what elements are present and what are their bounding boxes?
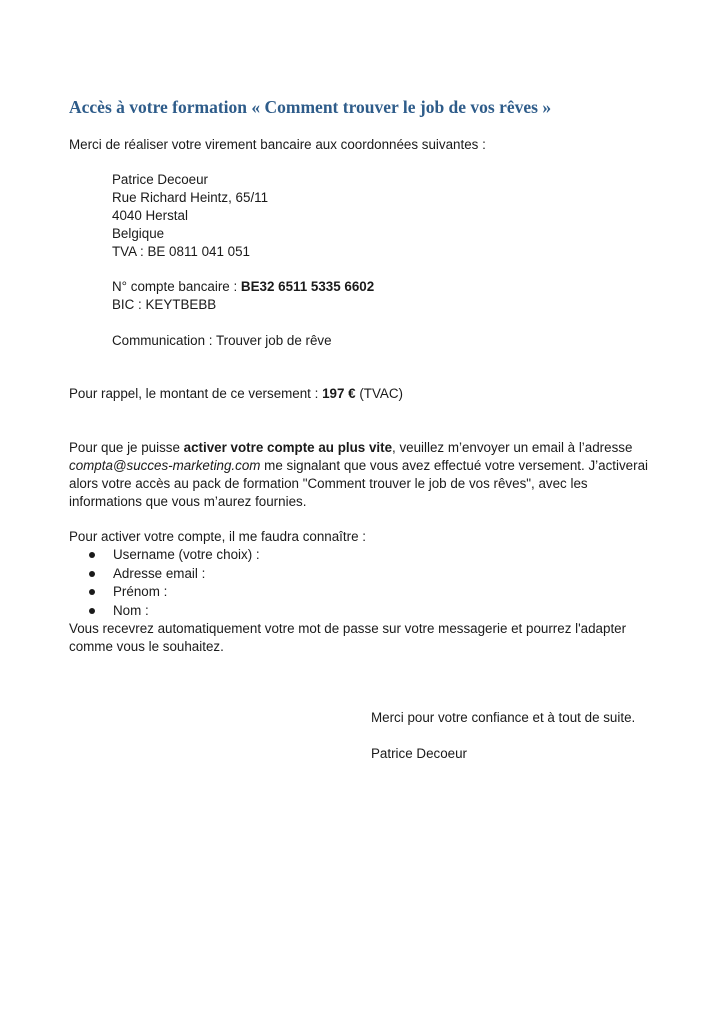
reminder-suffix: (TVAC) [355,386,403,401]
list-item-username: Username (votre choix) : [113,547,260,562]
requirements-intro: Pour activer votre compte, il me faudra connaître : [69,529,366,544]
amount-reminder [69,385,403,403]
communication-text: Communication : Trouver job de rêve [112,333,332,348]
reminder-prefix: Pour rappel, le montant de ce versement : [69,386,323,401]
activation-line-1 [69,439,632,457]
document-title: Accès à votre formation « Comment trouver le job de vos rêves » [69,97,552,117]
requirements-outro-1: Vous recevrez automatiquement votre mot de passe sur votre messagerie et pourrez l'adapter [69,621,627,636]
list-item-email: Adresse email : [113,566,206,581]
activation-line-2 [69,457,648,475]
address-city: 4040 Herstal [112,208,188,223]
address-name: Patrice Decoeur [112,172,209,187]
activation-suffix: , veuillez m’envoyer un email à l’adresse [392,440,633,455]
address-country: Belgique [112,226,165,241]
bank-account-value: BE32 6511 5335 6602 [240,279,375,294]
bullet-icon [89,552,95,558]
list-item-lastname: Nom : [113,603,149,618]
activation-email: compta@succes-marketing.com [69,458,261,473]
bank-bic: BIC : KEYTBEBB [112,297,217,312]
intro-text: Merci de réaliser votre virement bancaire aux coordonnées suivantes : [69,137,486,152]
activation-bold: activer votre compte au plus vite [183,440,393,455]
bullet-icon [89,571,95,577]
closing-signature: Patrice Decoeur [371,746,468,761]
bullet-icon [89,589,95,595]
list-item-firstname: Prénom : [113,584,168,599]
activation-line-3: alors votre accès au pack de formation "Comment trouver le job de vos rêves", avec les [69,476,588,491]
activation-line-4: informations que vous m’aurez fournies. [69,494,307,509]
bullet-icon [89,608,95,614]
reminder-amount: 197 € [322,386,356,401]
activation-prefix: Pour que je puisse [69,440,184,455]
address-vat: TVA : BE 0811 041 051 [112,244,250,259]
address-street: Rue Richard Heintz, 65/11 [112,190,269,205]
bank-account-label: N° compte bancaire : [112,279,241,294]
requirements-outro-2: comme vous le souhaitez. [69,639,224,654]
activation-line-2-suffix: me signalant que vous avez effectué votre versement. J’activerai [260,458,648,473]
closing-thanks: Merci pour votre confiance et à tout de suite. [371,710,636,725]
bank-account [112,278,374,296]
